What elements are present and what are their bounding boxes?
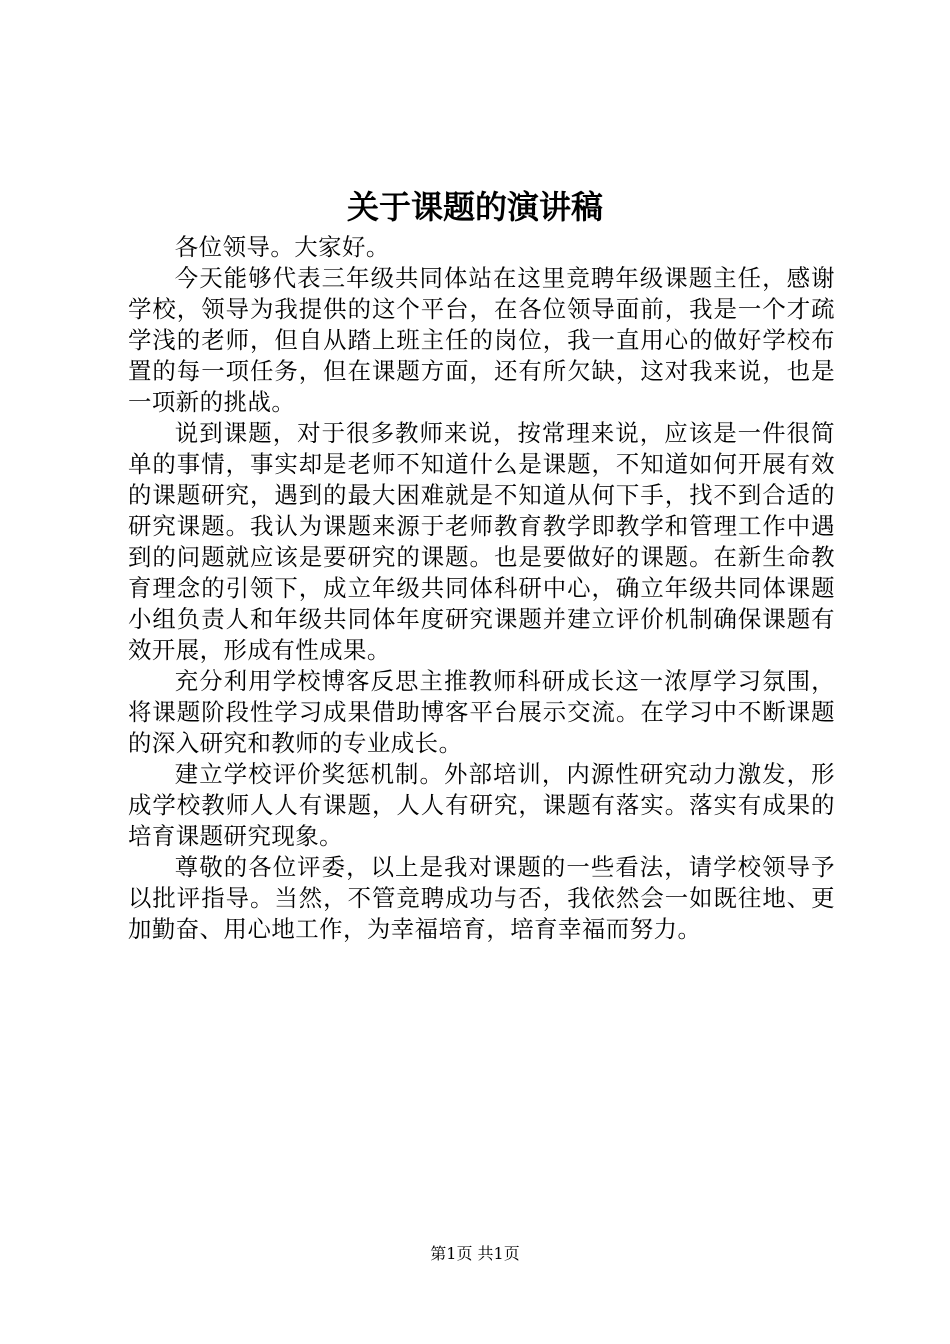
paragraph-evaluation-mechanism: 建立学校评价奖惩机制。外部培训，内源性研究动力激发，形成学校教师人人有课题，人人有研究，课题有落实。落实有成果的培育课题研究现象。 bbox=[128, 760, 835, 850]
paragraph-closing: 尊敬的各位评委，以上是我对课题的一些看法，请学校领导予以批评指导。当然，不管竞聘成功与否，我依然会一如既往地、更加勤奋、用心地工作，为幸福培育，培育幸福而努力。 bbox=[128, 853, 835, 943]
paragraph-topic-research: 说到课题，对于很多教师来说，按常理来说，应该是一件很简单的事情，事实却是老师不知道什么是课题，不知道如何开展有效的课题研究，遇到的最大困难就是不知道从何下手，找不到合适的研究课题。我认为课题来源于老师教育教学即教学和管理工作中遇到的问题就应该是要研究的课题。也是要做好的课题。在新生命教育理念的引领下，成立年级共同体科研中心，确立年级共同体课题小组负责人和年级共同体年度研究课题并建立评价机制确保课题有效开展，形成有性成果。 bbox=[128, 419, 835, 664]
page-footer: 第1页 共1页 bbox=[430, 1244, 520, 1263]
document-title: 关于课题的演讲稿 bbox=[346, 188, 603, 226]
paragraph-greeting: 各位领导。大家好。 bbox=[174, 233, 390, 261]
paragraph-introduction: 今天能够代表三年级共同体站在这里竞聘年级课题主任，感谢学校，领导为我提供的这个平台，在各位领导面前，我是一个才疏学浅的老师，但自从踏上班主任的岗位，我一直用心的做好学校布置的每一项任务，但在课题方面，还有所欠缺，这对我来说，也是一项新的挑战。 bbox=[128, 264, 835, 416]
document-body bbox=[128, 232, 835, 945]
paragraph-blog-platform: 充分利用学校博客反思主推教师科研成长这一浓厚学习氛围，将课题阶段性学习成果借助博客平台展示交流。在学习中不断课题的深入研究和教师的专业成长。 bbox=[128, 667, 835, 757]
